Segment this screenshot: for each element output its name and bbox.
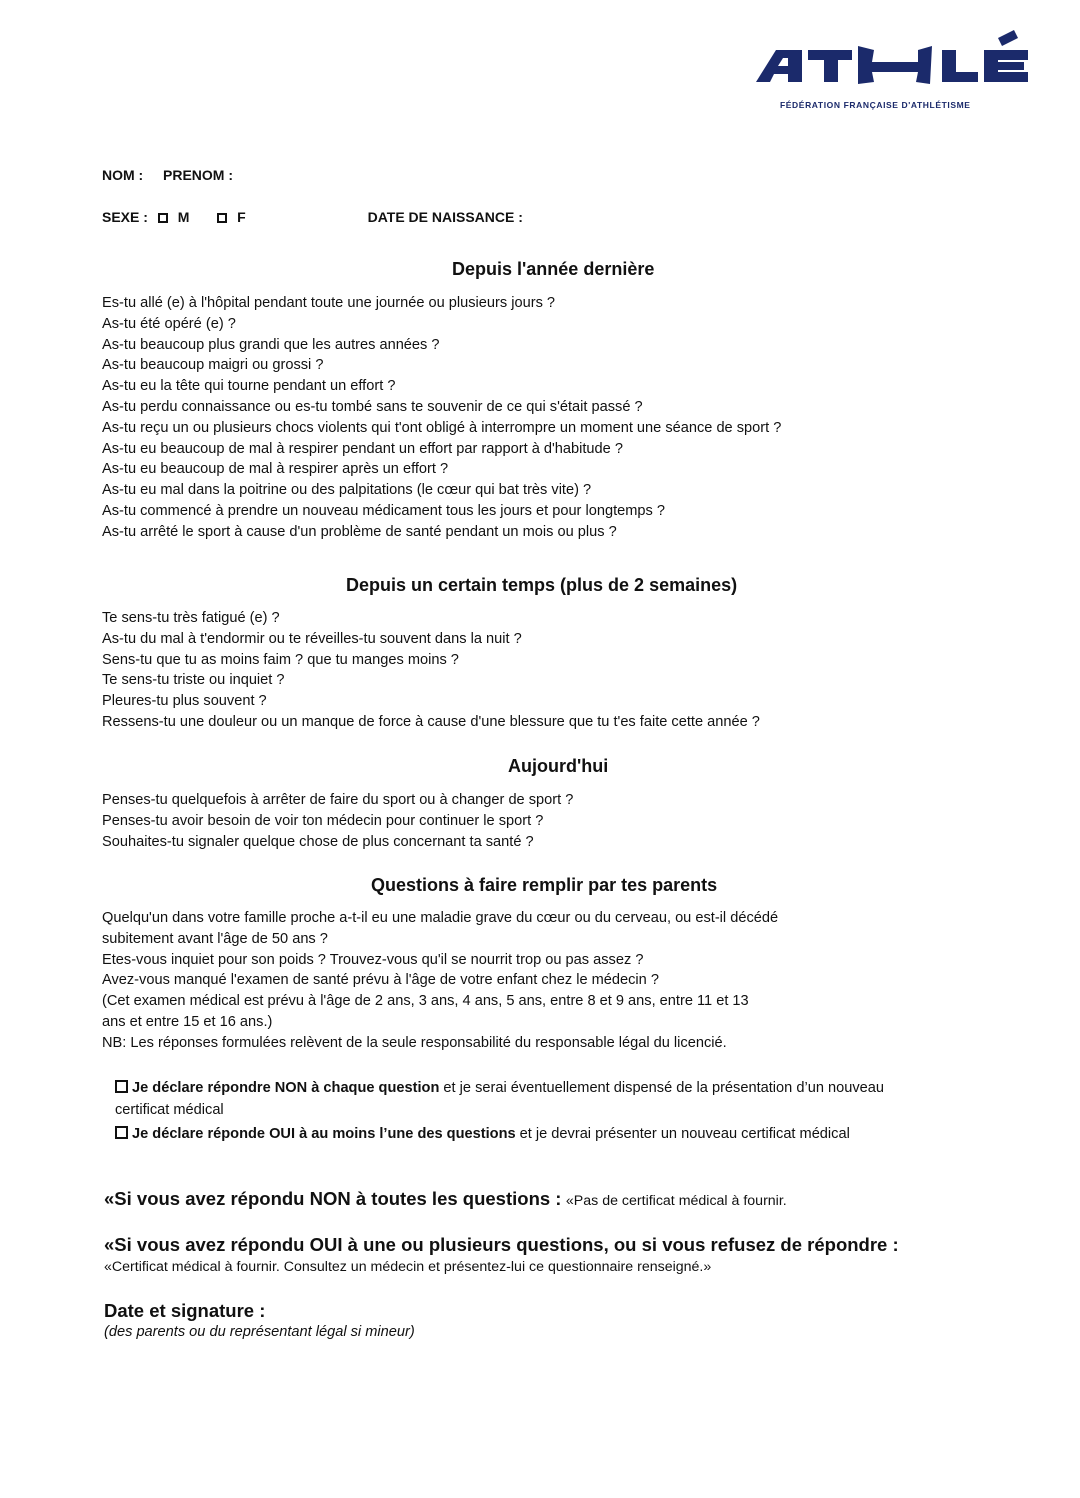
declaration-oui: [115, 1123, 935, 1145]
nom-label: NOM :: [102, 167, 144, 183]
section-title-today: Aujourd'hui: [508, 756, 609, 776]
question-list-last-year: [102, 293, 781, 543]
question-item: Te sens-tu triste ou inquiet ?: [102, 672, 285, 689]
declaration-non: [115, 1077, 935, 1121]
question-item: Penses-tu avoir besoin de voir ton médecin pour continuer le sport ?: [102, 812, 544, 829]
question-item: Penses-tu quelquefois à arrêter de faire du sport ou à changer de sport ?: [102, 792, 574, 808]
dob-label: DATE DE NAISSANCE :: [367, 209, 523, 225]
checkbox-m[interactable]: [158, 213, 168, 223]
outcome-oui-heading: «Si vous avez répondu OUI à une ou plusieurs questions, ou si vous refusez de répondre :: [104, 1234, 899, 1255]
signature-label: Date et signature :: [104, 1300, 266, 1321]
question-item: As-tu eu beaucoup de mal à respirer après un effort ?: [102, 461, 449, 478]
question-item: As-tu arrêté le sport à cause d'un problème de santé pendant un mois ou plus ?: [102, 523, 617, 540]
question-item: Quelqu'un dans votre famille proche a-t-il eu une maladie grave du cœur ou du cerveau, ou est-il décédé: [102, 910, 779, 926]
outcome-non: [104, 1188, 787, 1210]
question-item: As-tu beaucoup maigri ou grossi ?: [102, 357, 324, 374]
option-m-label: M: [177, 209, 190, 225]
question-item: As-tu commencé à prendre un nouveau médicament tous les jours et pour longtemps ?: [102, 502, 665, 519]
logo-subtitle: FÉDÉRATION FRANÇAISE D'ATHLÉTISME: [780, 100, 971, 110]
question-item: Souhaites-tu signaler quelque chose de plus concernant ta santé ?: [102, 833, 534, 850]
prenom-label: PRENOM :: [163, 167, 233, 183]
checkbox-declare-oui[interactable]: [115, 1126, 128, 1139]
question-item: As-tu eu la tête qui tourne pendant un effort ?: [102, 378, 396, 395]
outcome-non-heading: «Si vous avez répondu NON à toutes les questions :: [104, 1188, 562, 1209]
question-list-recent: [102, 608, 760, 733]
identity-sex-row: [102, 209, 523, 225]
question-item: As-tu du mal à t'endormir ou te réveilles-tu souvent dans la nuit ?: [102, 630, 522, 647]
declaration-oui-text: et je devrai présenter un nouveau certificat médical: [515, 1126, 850, 1142]
question-item: Te sens-tu très fatigué (e) ?: [102, 610, 280, 626]
identity-name-row: [102, 167, 233, 183]
question-item: Es-tu allé (e) à l'hôpital pendant toute une journée ou plusieurs jours ?: [102, 295, 556, 311]
outcome-non-text: «Pas de certificat médical à fournir.: [565, 1193, 787, 1209]
athle-logo: [752, 26, 1036, 116]
section-title-parents: Questions à faire remplir par tes parents: [371, 875, 718, 895]
signature-note: (des parents ou du représentant légal si mineur): [104, 1324, 415, 1340]
option-f-label: F: [237, 209, 246, 225]
question-item: As-tu perdu connaissance ou es-tu tombé sans te souvenir de ce qui s'était passé ?: [102, 398, 643, 415]
athle-wordmark: [752, 26, 1036, 94]
checkbox-f[interactable]: [217, 213, 227, 223]
question-item: Ressens-tu une douleur ou un manque de force à cause d'une blessure que tu t'es faite cette année ?: [102, 713, 760, 730]
sexe-label: SEXE :: [102, 209, 148, 225]
question-item: ans et entre 15 et 16 ans.): [102, 1013, 273, 1030]
question-list-today: [102, 790, 573, 852]
question-item: Avez-vous manqué l'examen de santé prévu à l'âge de votre enfant chez le médecin ?: [102, 972, 659, 989]
question-item: As-tu été opéré (e) ?: [102, 315, 236, 332]
question-item: As-tu reçu un ou plusieurs chocs violents qui t'ont obligé à interrompre un moment une séance de sport ?: [102, 419, 782, 436]
declaration-non-bold: Je déclare répondre NON à chaque question: [132, 1080, 440, 1096]
question-item: (Cet examen médical est prévu à l'âge de 2 ans, 3 ans, 4 ans, 5 ans, entre 8 et 9 ans, entre 11 et 13: [102, 993, 749, 1010]
declaration-non-text: et je serai éventuellement dispensé de la présentation d’un nouveau certificat médical: [115, 1080, 884, 1118]
section-title-last-year: Depuis l'année dernière: [452, 259, 655, 279]
question-item: As-tu beaucoup plus grandi que les autres années ?: [102, 336, 440, 353]
declaration-oui-bold: Je déclare réponde OUI à au moins l’une des questions: [132, 1126, 516, 1142]
question-item: subitement avant l'âge de 50 ans ?: [102, 930, 328, 947]
question-item: As-tu eu mal dans la poitrine ou des palpitations (le cœur qui bat très vite) ?: [102, 482, 592, 499]
checkbox-declare-non[interactable]: [115, 1080, 128, 1093]
outcome-oui: [104, 1234, 899, 1256]
outcome-oui-text: «Certificat médical à fournir. Consultez un médecin et présentez-lui ce questionnaire renseigné.»: [104, 1259, 712, 1275]
question-item: Etes-vous inquiet pour son poids ? Trouvez-vous qu'il se nourrit trop ou pas assez ?: [102, 951, 644, 968]
question-item: NB: Les réponses formulées relèvent de la seule responsabilité du responsable légal du licencié.: [102, 1034, 727, 1051]
question-item: Sens-tu que tu as moins faim ? que tu manges moins ?: [102, 651, 459, 668]
question-list-parents: [102, 908, 778, 1054]
question-item: As-tu eu beaucoup de mal à respirer pendant un effort par rapport à d'habitude ?: [102, 440, 623, 457]
section-title-recent: Depuis un certain temps (plus de 2 semaines): [346, 575, 738, 595]
question-item: Pleures-tu plus souvent ?: [102, 693, 267, 710]
